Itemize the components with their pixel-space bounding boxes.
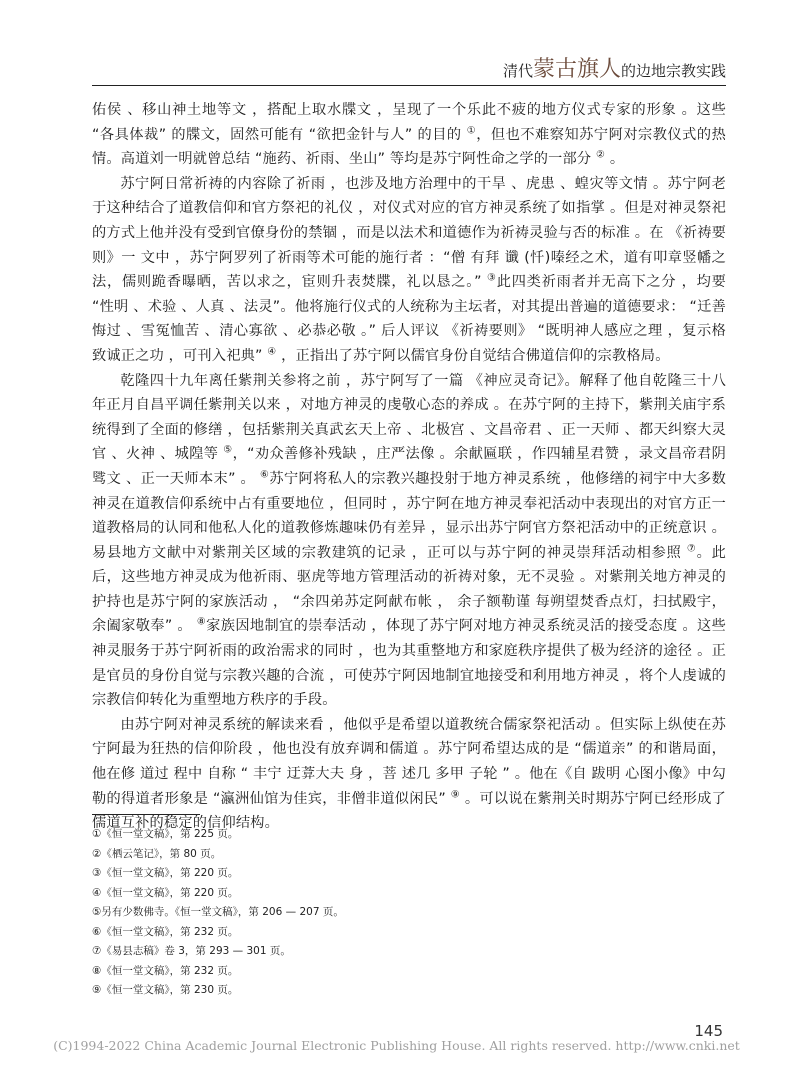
paragraph-text: 此四类祈雨者并无高下之分 ，均要 “性明 、术验 、人真 、法灵”。他将施行仪式的人统称为主坛者，对其提出普遍的道德要求： “迁善悔过 、雪冤恤苦 、清心寡欲 、必恭必敬 。” 后人评议 《祈祷要则》 “既明神人感应之理 ，复示格致诚正之功 ，可刊入祀典” [92,274,726,364]
paragraph-text: 苏宁阿日常祈祷的内容除了祈雨 ，也涉及地方治理中的干旱 、虎患 、蝗灾等文情 。苏宁阿老于这种结合了道教信仰和官方祭祀的礼仪 ，对仪式对应的官方神灵系统了如指掌 。但是对神灵祭祀的方式上他并没有受到官僚身份的禁锢 ，而是以法术和道德作为祈祷灵验与否的标准 。在 《祈祷要则》一 文中 ，苏宁阿罗列了祈雨等术可能的施行者 ：“僧 有拜 谶 (忏)嗪经之术，道有叩章竖幡之法，儒则跪香曝晒，苦以求之，宦则升表焚牒，礼以恳之。” [92,175,726,291]
footnote-item: ①《恒一堂文稿》，第 225 页。 [92,828,239,840]
running-header [92,52,726,86]
footnote-marker: ② [596,149,606,161]
footnotes [92,825,726,1001]
paragraph-text: ，但也不难察知苏宁阿对宗教仪式的热情。高道刘一明就曾总结 “施药、祈雨、坐山” 等均是苏宁阿性命之学的一部分 [92,126,726,168]
running-title [503,52,726,83]
footnote-marker: ⑥ [260,469,270,481]
paragraph-text: 佑侯 、移山神土地等文 ，搭配上取水牒文 ，呈现了一个乐此不疲的地方仪式专家的形象 。这些 “各具体裁” 的牒文，固然可能有 “欲把金针与人” 的目的 [92,102,726,143]
body-text [92,98,726,836]
footnote-marker: ⑦ [686,542,697,554]
paragraph-text: 乾隆四十九年离任紫荆关参将之前 ，苏宁阿写了一篇 《神应灵奇记》。解释了他自乾隆三十八年正月自昌平调任紫荆关以来 ，对地方神灵的虔敬心态的养成 。在苏宁阿的主持下，紫荆关庙宇系统得到了全面的修缮 ，包括紫荆关真武玄天上帝 、北极宫 、文昌帝君 、正一天师 、都天纠察大灵官 、火神 、城隍等 [92,372,726,463]
footnote-item: ⑤另有少数佛寺。《恒一堂文稿》，第 206 — 207 页。 [92,906,344,918]
body-paragraph [92,713,726,836]
footnote-item: ⑧《恒一堂文稿》，第 232 页。 [92,964,239,977]
footnote-item: ⑨《恒一堂文稿》，第 230 页。 [92,984,239,996]
paragraph-text: 。 [605,151,625,168]
paragraph-text: 由苏宁阿对神灵系统的解读来看 ，他似乎是希望以道教统合儒家祭祀活动 。但实际上纵使在苏宁阿最为狂热的信仰阶段 ，他也没有放弃调和儒道 。苏宁阿希望达成的是 “儒道亲” 的和谐局面，他在修 道过 程中 自称 “ 丰宁 迂葊大夫 身 ，菩 述几 多甲 子轮 ” 。他在《自 跋明 心图小像》中勾勒的得道者形象是 “瀛洲仙馆为佳宾，非僧非道似闲民” [92,716,726,807]
footnote-item: ⑥《恒一堂文稿》，第 232 页。 [92,925,239,938]
footnote-marker: ① [466,124,477,136]
body-paragraph [92,369,726,713]
running-title-prefix: 清代 [502,62,533,80]
footnote-marker: ⑨ [450,788,461,800]
paragraph-text: ，“劝众善修补残缺 ，庄严法像 。余献匾联 ，作四辅星君赞 ，录文昌帝君阴骘文 、正一天师本末” 。 [92,446,726,487]
header-rule [92,85,726,86]
body-paragraph [92,172,726,369]
running-title-emphasis: 蒙古旗人 [532,57,621,82]
footnote-marker: ③ [486,272,497,284]
body-paragraph [92,98,726,172]
page-number: 145 [694,1022,723,1040]
footnote-item: ⑦《易县志稿》卷 3，第 293 — 301 页。 [92,945,291,957]
footnote-marker: ④ [267,346,277,358]
footnote-marker: ⑤ [223,444,233,456]
paragraph-text: ，正指出了苏宁阿以儒官身份自觉结合佛道信仰的宗教格局。 [276,347,670,364]
footnote-marker: ⑧ [196,616,207,628]
footnote-rule [92,814,200,815]
footnote-item: ③《恒一堂文稿》，第 220 页。 [92,867,239,879]
paragraph-text: 苏宁阿将私人的宗教兴趣投射于地方神灵系统 ，他修缮的祠宇中大多数神灵在道教信仰系统中占有重要地位 ，但同时 ，苏宁阿在地方神灵奉祀活动中表现出的对官方正一道教格局的认同和他私人化的道教修炼趣味仍有差异 ，显示出苏宁阿官方祭祀活动中的正统意识 。易县地方文献中对紫荆关区域的宗教建筑的记录 ，正可以与苏宁阿的神灵崇拜活动相参照 [92,470,726,561]
running-title-suffix: 的边地宗教实践 [620,62,726,80]
paragraph-text: 家族因地制宜的崇奉活动 ，体现了苏宁阿对地方神灵系统灵活的接受态度 。这些神灵服务于苏宁阿祈雨的政治需求的同时 ，也为其重整地方和家庭秩序提供了极为经济的途径 。正是官员的身份自觉与宗教兴趣的合流 ，可使苏宁阿因地制宜地接受和利用地方神灵 ，将个人虔诚的宗教信仰转化为重塑地方秩序的手段。 [92,618,726,709]
copyright-notice: (C)1994-2022 China Academic Journal Electronic Publishing House. All rights reserved. http://www.cnki.net [53,1038,740,1053]
paragraph-text: 。此后，这些地方神灵成为他祈雨、驱虎等地方管理活动的祈祷对象，无不灵验 。对紫荆关地方神灵的护持也是苏宁阿的家族活动 ， “余四弟苏定阿献布帐 ， 余子额勒谨 每朔望焚香点灯，扫拭殿宇，余阖家敬奉” 。 [92,544,726,635]
footnote-item: ④《恒一堂文稿》，第 220 页。 [92,886,239,899]
footnote-item: ②《栖云笔记》，第 80 页。 [92,847,222,860]
paragraph-text: 。可以说在紫荆关时期苏宁阿已经形成了儒道互补的稳定的信仰结构。 [92,790,726,832]
